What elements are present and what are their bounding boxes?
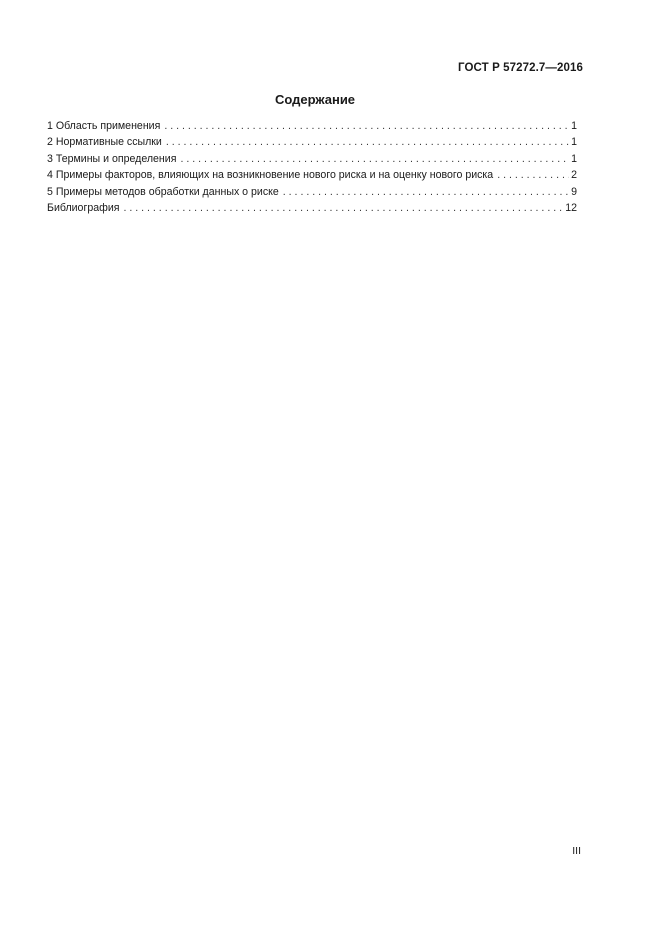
toc-entry-processing-methods[interactable] (47, 187, 577, 203)
toc-entry-page: 1 (571, 120, 577, 132)
toc-leader-dots (283, 187, 569, 198)
toc-entry-text: 3 Термины и определения (47, 152, 177, 165)
toc-entry-text: 4 Примеры факторов, влияющих на возникновение нового риска и на оценку нового риска (47, 169, 494, 182)
toc-leader-dots (166, 137, 569, 148)
toc-entry-page: 12 (565, 201, 577, 214)
toc-entry-text: 1 Область применения (47, 120, 161, 132)
toc-entry-text: 5 Примеры методов обработки данных о риске (47, 185, 279, 198)
toc-entry-terms[interactable] (47, 154, 577, 170)
toc-entry-scope[interactable] (47, 121, 577, 137)
toc-entry-page: 1 (571, 152, 577, 165)
document-standard-code: ГОСТ Р 57272.7—2016 (458, 62, 583, 74)
toc-leader-dots (164, 121, 569, 132)
toc-leader-dots (497, 170, 569, 181)
toc-entry-bibliography[interactable] (47, 203, 577, 219)
toc-title: Содержание (274, 92, 356, 107)
table-of-contents (47, 121, 577, 219)
toc-entry-page: 9 (571, 185, 577, 198)
toc-entry-page: 1 (571, 136, 577, 149)
toc-leader-dots (123, 203, 563, 214)
toc-leader-dots (180, 154, 569, 165)
toc-entry-normative-references[interactable] (47, 137, 577, 153)
toc-entry-page: 2 (571, 169, 577, 182)
toc-entry-risk-factors[interactable] (47, 170, 577, 186)
toc-entry-text: 2 Нормативные ссылки (47, 136, 162, 149)
toc-entry-text: Библиография (47, 201, 120, 214)
page-number: III (572, 845, 581, 857)
